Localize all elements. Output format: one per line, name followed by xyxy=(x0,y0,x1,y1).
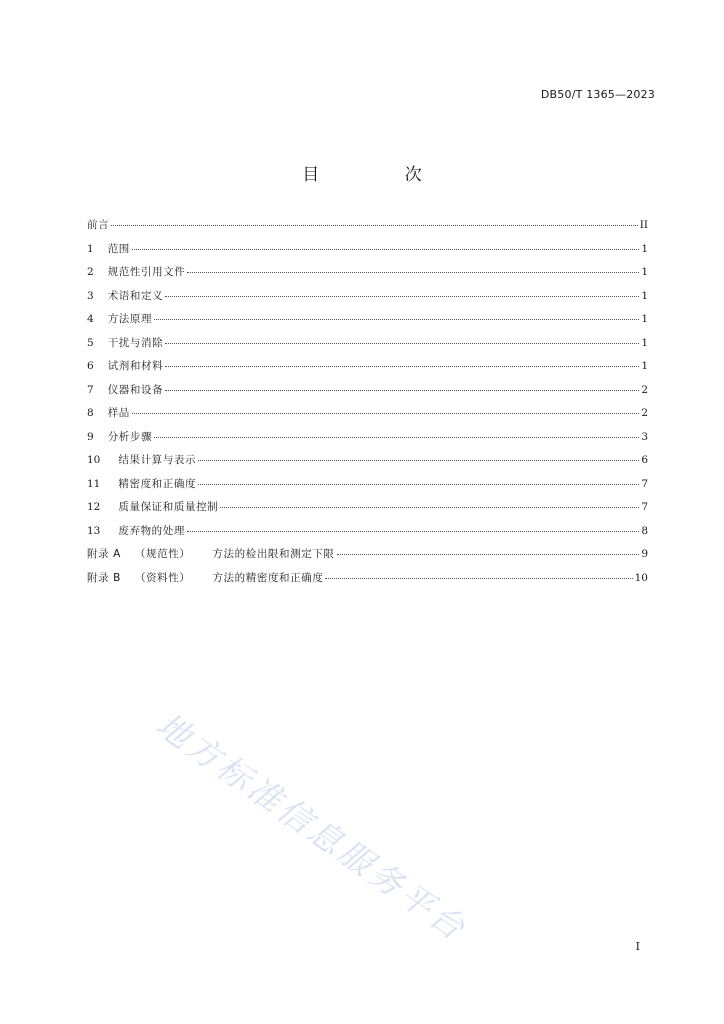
toc-page-number: 1 xyxy=(641,289,648,302)
toc-dot-leader xyxy=(165,390,639,391)
toc-entry-number: 12 xyxy=(87,501,101,513)
toc-page-number: II xyxy=(639,219,648,231)
toc-annex-number: 附录 B xyxy=(87,571,121,584)
toc-dot-leader xyxy=(111,225,638,226)
toc-entry-10[interactable] xyxy=(87,452,648,476)
toc-page-number: 8 xyxy=(641,524,648,537)
toc-entry-number: 4 xyxy=(87,313,94,325)
toc-dot-leader xyxy=(132,249,639,250)
toc-dot-leader xyxy=(187,531,639,532)
toc-entry-number: 5 xyxy=(87,336,94,349)
toc-annex-qualifier: （资料性） xyxy=(134,571,191,584)
toc-entry-11[interactable] xyxy=(87,476,648,500)
toc-page-number: 7 xyxy=(641,477,648,490)
toc-dot-leader xyxy=(337,554,640,555)
toc-entry-label: 前言 xyxy=(87,219,110,231)
footer-page-number: I xyxy=(635,940,640,953)
toc-entry-1[interactable] xyxy=(87,241,648,265)
toc-entry-label: 样品 xyxy=(107,407,130,419)
toc-entry-label: 精密度和正确度 xyxy=(118,477,197,490)
watermark: 地方标准信息服务平台 xyxy=(149,704,475,950)
toc-entry-label: 方法的检出限和测定下限 xyxy=(212,548,335,560)
toc-entry-number: 2 xyxy=(87,266,94,278)
toc-entry-label: 干扰与消除 xyxy=(107,336,164,349)
toc-entry-label: 结果计算与表示 xyxy=(118,454,197,466)
toc-entry-6[interactable] xyxy=(87,358,648,382)
toc-page-number: 10 xyxy=(634,571,648,584)
toc-dot-leader xyxy=(187,272,639,273)
toc-entry-5[interactable] xyxy=(87,335,648,359)
toc-entry-label: 方法的精密度和正确度 xyxy=(212,571,324,584)
toc-entry-annex-a[interactable] xyxy=(87,546,648,570)
toc-entry-number: 8 xyxy=(87,407,94,419)
page-title: 目 次 xyxy=(302,165,462,185)
toc-entry-number: 6 xyxy=(87,360,94,372)
toc-entry-number: 9 xyxy=(87,430,94,443)
toc-entry-foreword[interactable] xyxy=(87,217,648,241)
toc-page-number: 2 xyxy=(641,383,648,396)
toc-annex-qualifier: （规范性） xyxy=(134,548,191,560)
document-code: DB50/T 1365—2023 xyxy=(540,88,655,101)
toc-entry-number: 1 xyxy=(87,242,94,255)
toc-entry-8[interactable] xyxy=(87,405,648,429)
toc-entry-13[interactable] xyxy=(87,523,648,547)
toc-annex-number: 附录 A xyxy=(87,548,121,560)
toc-entry-annex-b[interactable] xyxy=(87,570,648,594)
toc-dot-leader xyxy=(220,507,639,508)
table-of-contents xyxy=(87,217,648,593)
toc-entry-label: 质量保证和质量控制 xyxy=(118,501,219,513)
toc-entry-label: 范围 xyxy=(107,242,130,255)
toc-entry-number: 13 xyxy=(87,524,101,537)
toc-page-number: 1 xyxy=(641,242,648,255)
toc-page-number: 2 xyxy=(641,407,648,419)
toc-entry-label: 方法原理 xyxy=(107,313,153,325)
toc-entry-number: 11 xyxy=(87,477,101,490)
toc-dot-leader xyxy=(198,484,639,485)
toc-entry-9[interactable] xyxy=(87,429,648,453)
toc-entry-number: 7 xyxy=(87,383,94,396)
toc-page-number: 3 xyxy=(641,430,648,443)
toc-page-number: 1 xyxy=(641,360,648,372)
toc-entry-label: 仪器和设备 xyxy=(107,383,164,396)
toc-entry-label: 试剂和材料 xyxy=(107,360,164,372)
toc-page-number: 7 xyxy=(641,501,648,513)
toc-entry-2[interactable] xyxy=(87,264,648,288)
toc-dot-leader xyxy=(154,319,639,320)
toc-dot-leader xyxy=(165,296,639,297)
toc-dot-leader xyxy=(198,460,639,461)
toc-entry-label: 分析步骤 xyxy=(107,430,153,443)
toc-entry-4[interactable] xyxy=(87,311,648,335)
toc-entry-label: 规范性引用文件 xyxy=(107,266,186,278)
toc-page-number: 1 xyxy=(641,266,648,278)
toc-entry-number: 3 xyxy=(87,289,94,302)
toc-dot-leader xyxy=(165,343,639,344)
toc-entry-7[interactable] xyxy=(87,382,648,406)
toc-page-number: 6 xyxy=(641,454,648,466)
toc-page-number: 9 xyxy=(641,548,648,560)
toc-entry-label: 术语和定义 xyxy=(107,289,164,302)
toc-entry-number: 10 xyxy=(87,454,101,466)
toc-dot-leader xyxy=(165,366,639,367)
toc-dot-leader xyxy=(132,413,639,414)
toc-dot-leader xyxy=(154,437,639,438)
toc-entry-3[interactable] xyxy=(87,288,648,312)
toc-page-number: 1 xyxy=(641,336,648,349)
toc-entry-12[interactable] xyxy=(87,499,648,523)
toc-entry-label: 废弃物的处理 xyxy=(118,524,185,537)
toc-dot-leader xyxy=(325,578,632,579)
toc-page-number: 1 xyxy=(641,313,648,325)
